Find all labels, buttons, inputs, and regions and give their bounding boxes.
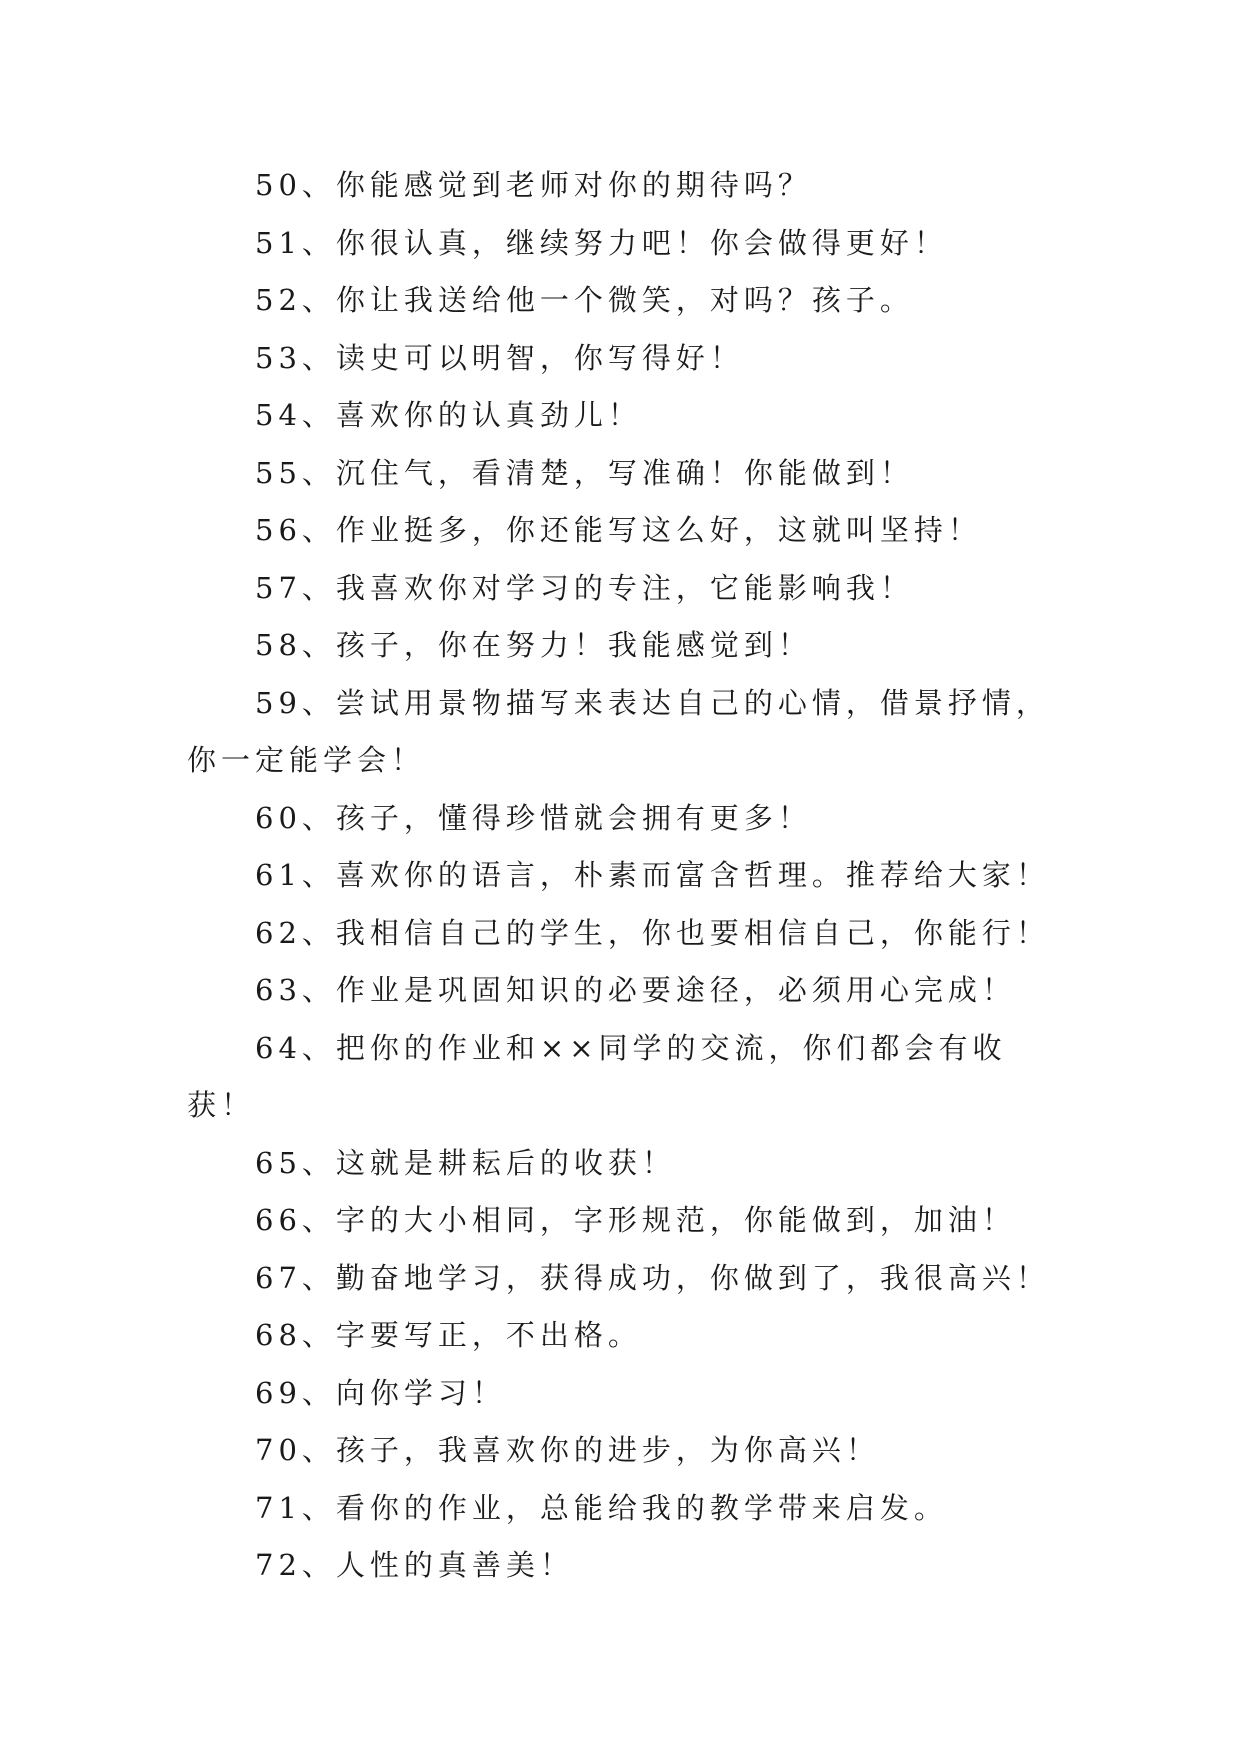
list-item: 57、我喜欢你对学习的专注，它能影响我！ bbox=[255, 570, 914, 605]
list-item: 54、喜欢你的认真劲儿！ bbox=[255, 398, 642, 432]
list-item: 68、字要写正，不出格。 bbox=[255, 1318, 642, 1352]
list-item: 52、你让我送给他一个微笑，对吗？孩子。 bbox=[255, 283, 914, 317]
list-item: 64、把你的作业和××同学的交流，你们都会有收获！ bbox=[187, 1030, 1007, 1122]
list-item: 50、你能感觉到老师对你的期待吗？ bbox=[255, 168, 812, 202]
list-item: 55、沉住气，看清楚，写准确！你能做到！ bbox=[255, 455, 914, 490]
list-item: 61、喜欢你的语言，朴素而富含哲理。推荐给大家！ bbox=[255, 858, 1050, 892]
list-item: 65、这就是耕耘后的收获！ bbox=[255, 1145, 676, 1180]
list-item: 67、勤奋地学习，获得成功，你做到了，我很高兴！ bbox=[255, 1260, 1050, 1295]
list-item: 53、读史可以明智，你写得好！ bbox=[255, 340, 744, 375]
list-item: 63、作业是巩固知识的必要途径，必须用心完成！ bbox=[255, 973, 1016, 1007]
list-item: 60、孩子，懂得珍惜就会拥有更多！ bbox=[255, 800, 812, 835]
list-item: 66、字的大小相同，字形规范，你能做到，加油！ bbox=[255, 1203, 1016, 1237]
list-item: 71、看你的作业，总能给我的教学带来启发。 bbox=[255, 1490, 948, 1525]
list-item: 69、向你学习！ bbox=[255, 1375, 506, 1410]
list-item: 70、孩子，我喜欢你的进步，为你高兴！ bbox=[255, 1433, 880, 1467]
list-item: 56、作业挺多，你还能写这么好，这就叫坚持！ bbox=[255, 513, 982, 547]
list-item: 59、尝试用景物描写来表达自己的心情，借景抒情，你一定能学会！ bbox=[187, 685, 1050, 777]
list-item: 72、人性的真善美！ bbox=[255, 1548, 574, 1582]
list-item: 62、我相信自己的学生，你也要相信自己，你能行！ bbox=[255, 915, 1050, 950]
list-item: 58、孩子，你在努力！我能感觉到！ bbox=[255, 628, 812, 662]
list-item: 51、你很认真，继续努力吧！你会做得更好！ bbox=[255, 225, 948, 260]
comment-list bbox=[187, 157, 1067, 1595]
